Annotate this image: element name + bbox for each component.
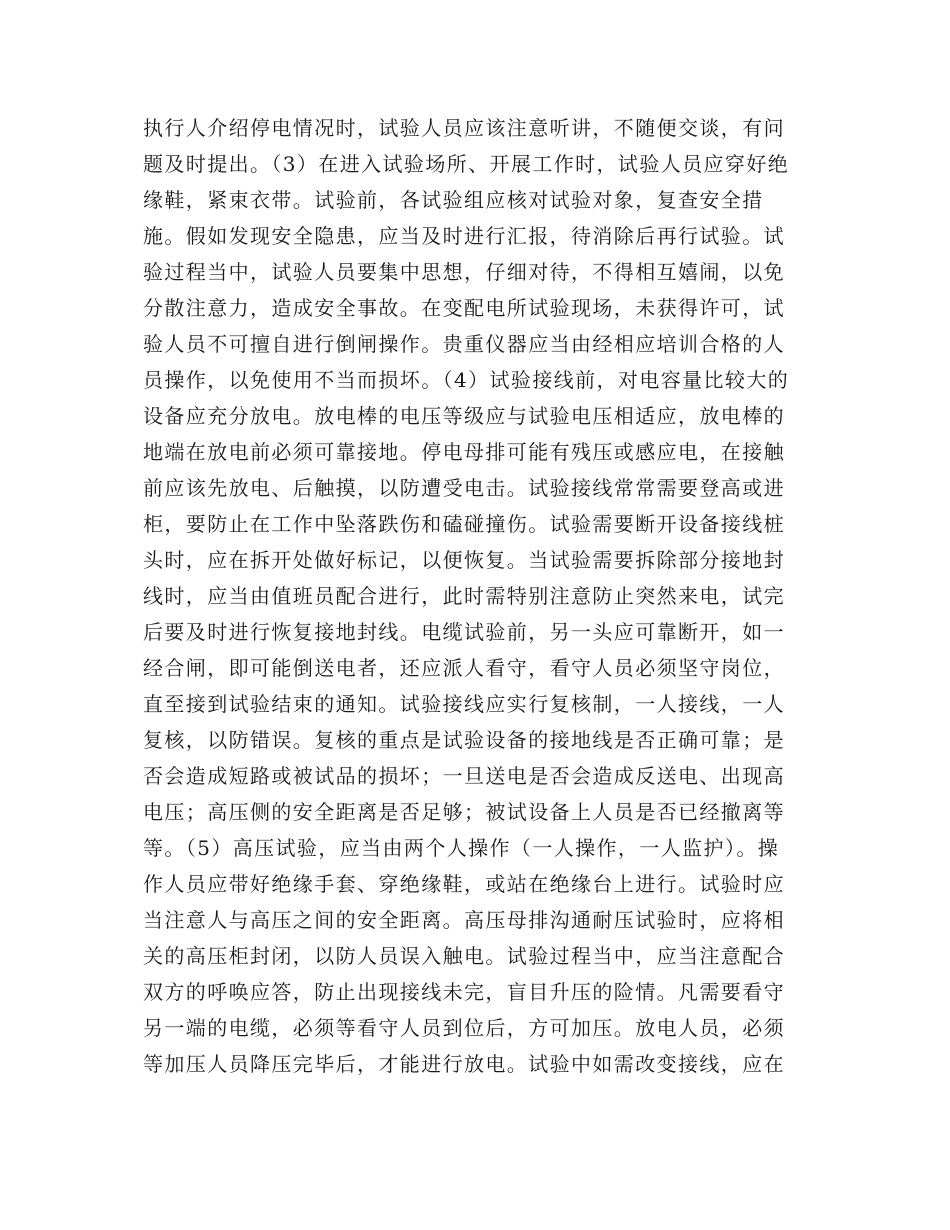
text-line: 施。假如发现安全隐患，应当及时进行汇报，待消除后再行试验。试 <box>143 224 785 248</box>
text-line: 复核，以防错误。复核的重点是试验设备的接地线是否正确可靠；是 <box>143 728 785 752</box>
text-line: 设备应充分放电。放电棒的电压等级应与试验电压相适应，放电棒的 <box>143 404 785 428</box>
text-line: 电压；高压侧的安全距离是否足够；被试设备上人员是否已经撤离等 <box>143 800 785 824</box>
text-line: 柜，要防止在工作中坠落跌伤和磕碰撞伤。试验需要断开设备接线桩 <box>143 512 785 536</box>
text-line: 另一端的电缆，必须等看守人员到位后，方可加压。放电人员，必须 <box>143 1016 785 1040</box>
text-line: 双方的呼唤应答，防止出现接线未完，盲目升压的险情。凡需要看守 <box>143 980 785 1004</box>
text-line: 关的高压柜封闭，以防人员误入触电。试验过程当中，应当注意配合 <box>143 944 785 968</box>
text-line: 分散注意力，造成安全事故。在变配电所试验现场，未获得许可，试 <box>143 296 785 320</box>
text-line: 经合闸，即可能倒送电者，还应派人看守，看守人员必须坚守岗位， <box>143 656 785 680</box>
text-line: 地端在放电前必须可靠接地。停电母排可能有残压或感应电，在接触 <box>143 440 785 464</box>
text-line: 当注意人与高压之间的安全距离。高压母排沟通耐压试验时，应将相 <box>143 908 785 932</box>
body-paragraph <box>143 110 805 1082</box>
text-line: 验过程当中，试验人员要集中思想，仔细对待，不得相互嬉闹，以免 <box>143 260 785 284</box>
text-line: 线时，应当由值班员配合进行，此时需特别注意防止突然来电，试完 <box>143 584 785 608</box>
text-line: 等。（5）高压试验，应当由两个人操作（一人操作，一人监护）。操 <box>143 836 780 860</box>
text-line: 等加压人员降压完毕后，才能进行放电。试验中如需改变接线，应在 <box>143 1052 785 1076</box>
text-line: 题及时提出。（3）在进入试验场所、开展工作时，试验人员应穿好绝 <box>143 152 790 176</box>
text-line: 否会造成短路或被试品的损坏；一旦送电是否会造成反送电、出现高 <box>143 764 785 788</box>
text-line: 头时，应在拆开处做好标记，以便恢复。当试验需要拆除部分接地封 <box>143 548 785 572</box>
text-line: 前应该先放电、后触摸，以防遭受电击。试验接线常常需要登高或进 <box>143 476 785 500</box>
text-line: 员操作，以免使用不当而损坏。（4）试验接线前，对电容量比较大的 <box>143 368 790 392</box>
text-line: 直至接到试验结束的通知。试验接线应实行复核制，一人接线，一人 <box>143 692 785 716</box>
text-line: 缘鞋，紧束衣带。试验前，各试验组应核对试验对象，复查安全措 <box>143 188 764 212</box>
text-line: 验人员不可擅自进行倒闸操作。贵重仪器应当由经相应培训合格的人 <box>143 332 785 356</box>
text-line: 作人员应带好绝缘手套、穿绝缘鞋，或站在绝缘台上进行。试验时应 <box>143 872 785 896</box>
text-line: 后要及时进行恢复接地封线。电缆试验前，另一头应可靠断开，如一 <box>143 620 785 644</box>
text-line: 执行人介绍停电情况时，试验人员应该注意听讲，不随便交谈，有问 <box>143 116 785 140</box>
